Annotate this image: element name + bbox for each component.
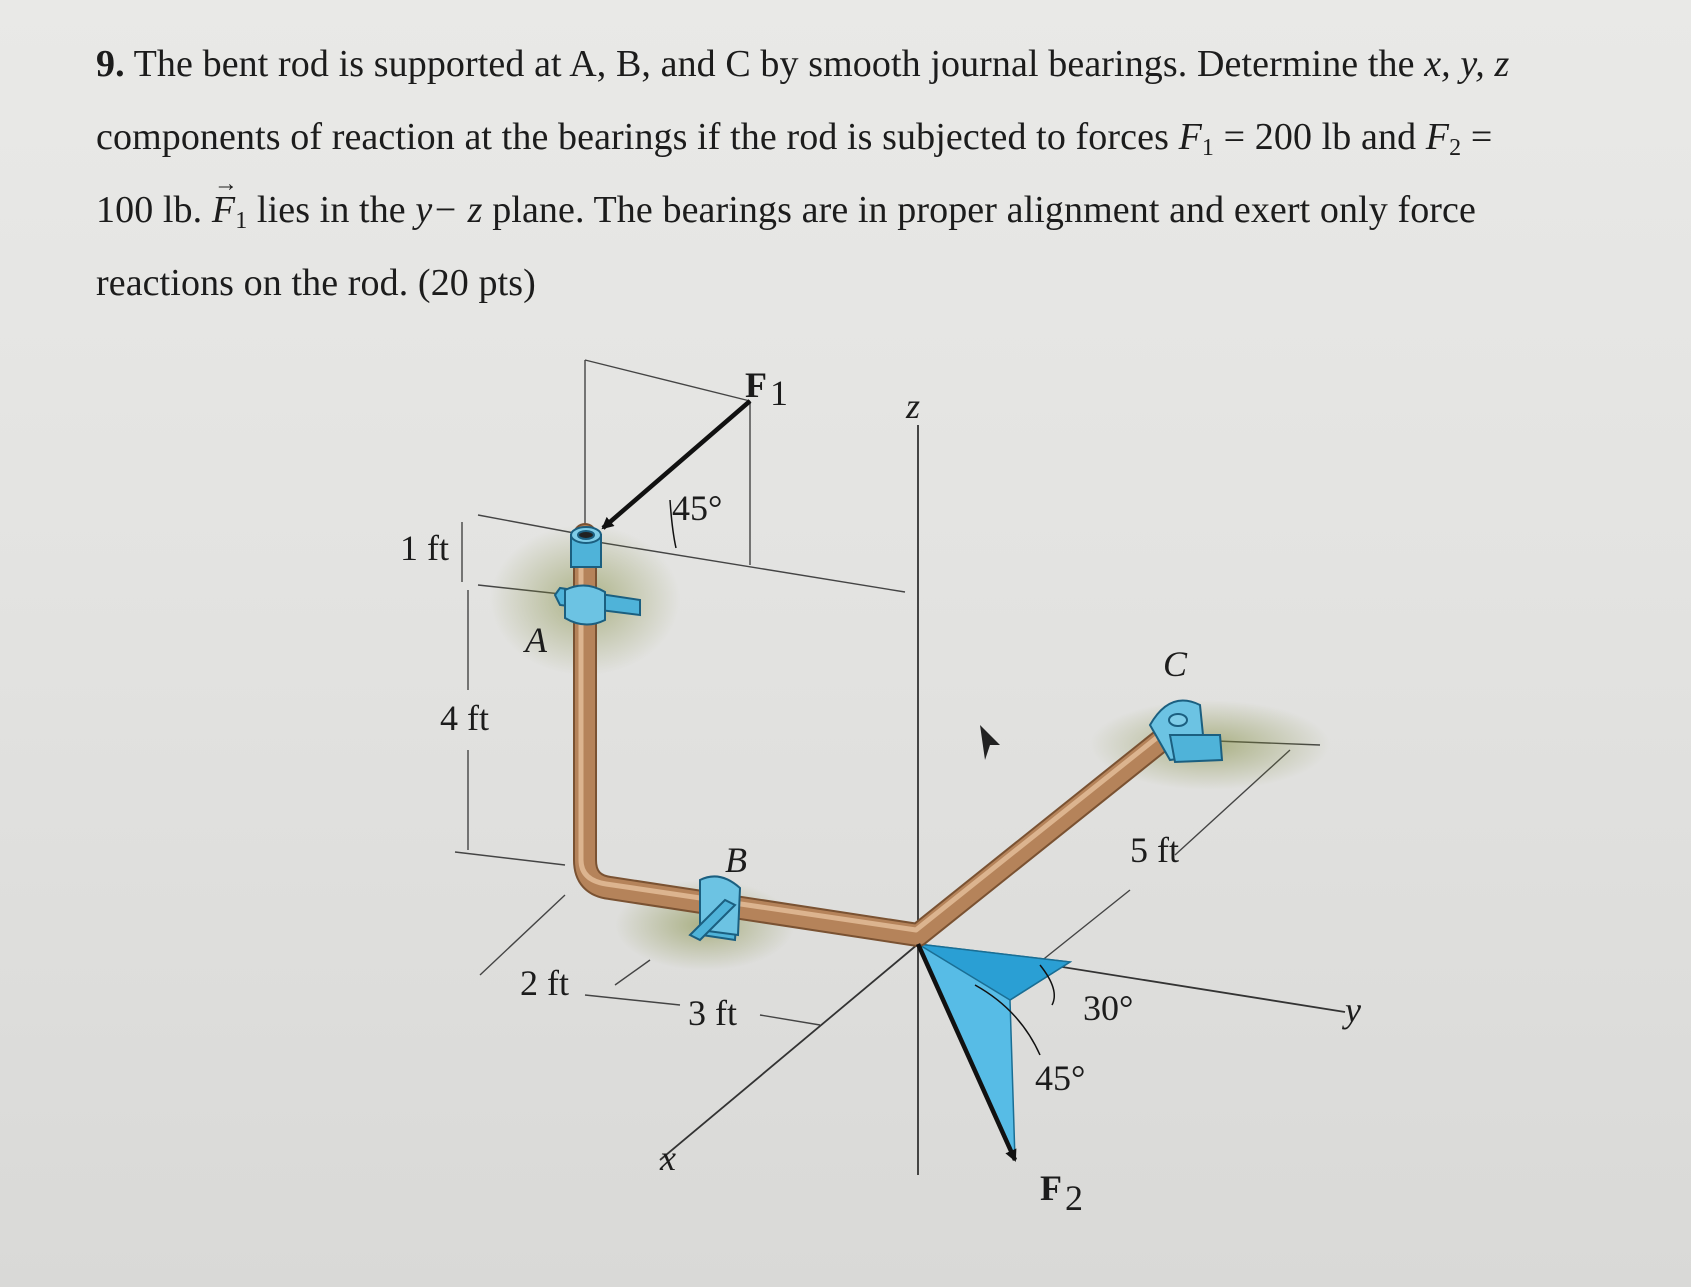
label-2ft: 2 ft bbox=[520, 963, 569, 1003]
problem-text-1: The bent rod is supported at A, B, and C by smooth journal bearings. Determine the bbox=[133, 43, 1415, 85]
f1-value: = 200 lb and bbox=[1223, 116, 1417, 158]
label-1ft: 1 ft bbox=[400, 528, 449, 568]
f2-equals: = bbox=[1470, 116, 1493, 158]
f2-plane bbox=[918, 944, 1070, 1160]
label-b: B bbox=[725, 840, 747, 880]
problem-text-4: reactions on the rod. (20 pts) bbox=[96, 262, 536, 304]
label-4ft: 4 ft bbox=[440, 698, 489, 738]
label-f1: F bbox=[745, 365, 767, 405]
label-5ft: 5 ft bbox=[1130, 830, 1179, 870]
label-f2: F bbox=[1040, 1168, 1062, 1208]
f1-subscript: 1 bbox=[1201, 135, 1214, 161]
f2-symbol: F bbox=[1425, 116, 1450, 158]
figure-labels bbox=[400, 365, 1361, 1218]
problem-vars-xyz: x, y, z bbox=[1424, 43, 1510, 85]
label-f1-sub: 1 bbox=[770, 373, 788, 413]
x-axis-line bbox=[660, 944, 918, 1160]
label-angle-f1: 45° bbox=[672, 488, 723, 528]
plane-symbol: y− z bbox=[415, 189, 483, 231]
label-angle-30: 30° bbox=[1083, 988, 1134, 1028]
f2-subscript: 2 bbox=[1449, 135, 1462, 161]
label-x-axis: x bbox=[660, 1138, 676, 1178]
problem-text-2: components of reaction at the bearings if the rod is subjected to forces bbox=[96, 116, 1169, 158]
label-3ft: 3 ft bbox=[688, 993, 737, 1033]
label-z-axis: z bbox=[906, 386, 921, 426]
label-y-axis: y bbox=[1345, 990, 1361, 1030]
forces bbox=[603, 401, 1015, 1160]
label-angle-45: 45° bbox=[1035, 1058, 1086, 1098]
label-a: A bbox=[525, 620, 547, 660]
label-c: C bbox=[1163, 644, 1188, 684]
label-f2-sub: 2 bbox=[1065, 1178, 1083, 1218]
problem-text-3c: plane. The bearings are in proper alignment and exert only force bbox=[492, 189, 1476, 231]
problem-number: 9. bbox=[96, 43, 125, 85]
f1-symbol: F bbox=[1178, 116, 1202, 158]
f2-value: 100 lb. bbox=[96, 189, 203, 231]
f1-vector-symbol: → F bbox=[212, 174, 235, 247]
problem-text-3b: lies in the bbox=[256, 189, 406, 231]
f1-vector-subscript: 1 bbox=[235, 208, 248, 234]
